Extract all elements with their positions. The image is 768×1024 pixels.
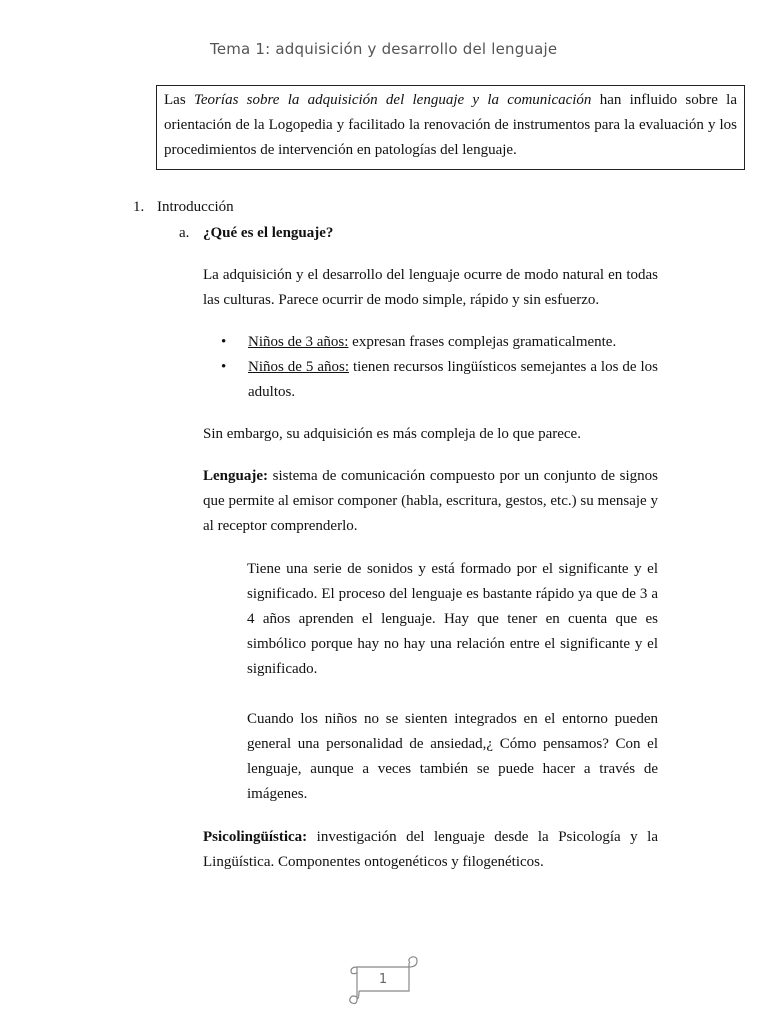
bullet-text: tienen recursos lingüísticos semejantes a los de los adultos. <box>248 359 658 400</box>
intro-lead: Las <box>164 92 194 108</box>
intro-italic-title: Teorías sobre la adquisición del lenguaje y la comunicación <box>193 92 592 108</box>
page-number-scroll <box>347 955 419 1007</box>
subsection-title: ¿Qué es el lenguaje? <box>203 225 334 241</box>
bullet-text: expresan frases complejas gramaticalmente. <box>348 334 617 350</box>
bullet-label: Niños de 5 años: <box>248 359 349 375</box>
definition-text: investigación del lenguaje desde la Psicología y la Lingüística. Componentes ontogenéticos y filogenéticos. <box>203 829 658 870</box>
page-number: 1 <box>378 972 388 987</box>
paragraph-lenguaje-definition <box>203 464 658 539</box>
intro-rest: han influido sobre la orientación de la Logopedia y facilitado la renovación de instrumentos para la evaluación y los procedimientos de intervención en patologías del lenguaje. <box>164 92 737 158</box>
paragraph-complexity: Sin embargo, su adquisición es más compleja de lo que parece. <box>203 426 581 442</box>
section-number: 1. <box>133 199 145 215</box>
definition-text: sistema de comunicación compuesto por un conjunto de signos que permite al emisor componer (habla, escritura, gestos, etc.) su mensaje y al receptor comprenderlo. <box>203 468 658 534</box>
paragraph-significante: Tiene una serie de sonidos y está formado por el significante y el significado. El proceso del lenguaje es bastante rápido ya que de 3 a 4 años aprenden el lenguaje. Hay que tener en cuenta que es simbólico porque hay no hay una relación entre el significante y el significado. <box>247 561 658 677</box>
page-title: Tema 1: adquisición y desarrollo del lenguaje <box>210 40 558 58</box>
paragraph-psicolinguistica <box>203 825 658 875</box>
list-item <box>203 330 658 355</box>
subsection-heading <box>179 223 333 243</box>
section-heading <box>133 197 234 217</box>
section-title: Introducción <box>157 199 234 215</box>
term-lenguaje: Lenguaje: <box>203 468 268 484</box>
intro-box <box>156 85 745 170</box>
bullet-label: Niños de 3 años: <box>248 334 349 350</box>
bullet-icon: • <box>221 359 227 375</box>
paragraph-ansiedad: Cuando los niños no se sienten integrados en el entorno pueden general una personalidad de ansiedad,¿ Cómo pensamos? Con el lenguaje, aunque a veces también se puede hacer a través de imágenes. <box>247 711 658 802</box>
term-psicolinguistica: Psicolingüística: <box>203 829 308 845</box>
bullet-list <box>203 330 658 405</box>
bullet-icon: • <box>221 334 227 350</box>
paragraph-natural-acquisition: La adquisición y el desarrollo del lenguaje ocurre de modo natural en todas las culturas. Parece ocurrir de modo simple, rápido y sin esfuerzo. <box>203 267 658 308</box>
subsection-letter: a. <box>179 225 190 241</box>
list-item <box>203 355 658 405</box>
